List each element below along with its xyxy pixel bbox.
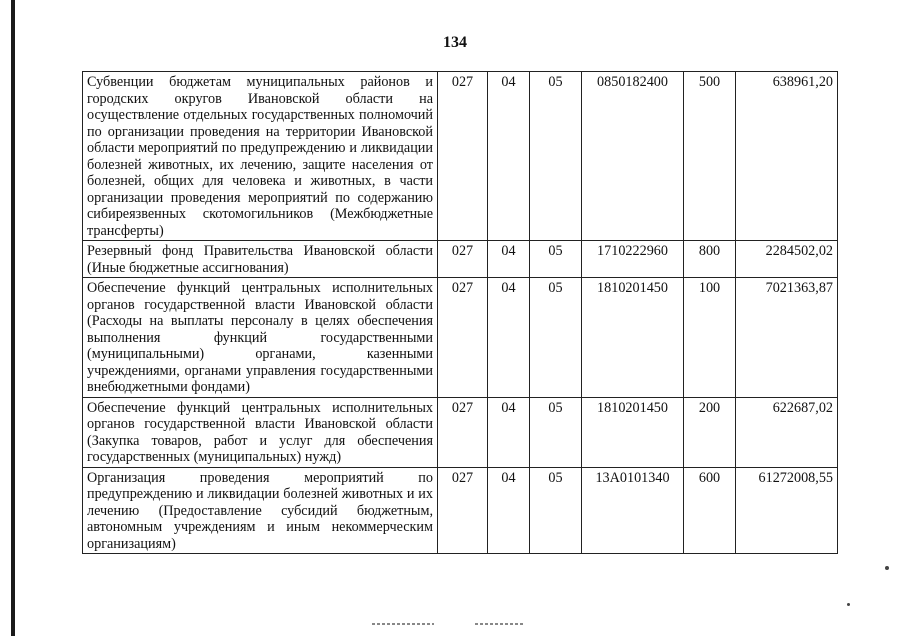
row-description: Обеспечение функций центральных исполнительных органов государственной власти Ивановской области (Расходы на выплаты персоналу в целях обеспечения выполнения функций государственными (муниципальными) органами, казенными учреждениями, органами управления государственными внебюджетными фондами) (83, 278, 438, 398)
table-row (83, 397, 838, 467)
page-number: 134 (443, 34, 467, 51)
scan-binding-edge (11, 0, 15, 636)
row-description: Субвенции бюджетам муниципальных районов и городских округов Ивановской области на осуществление отдельных государственных полномочий по организации проведения на территории Ивановской области мероприятий по предупреждению и ликвидации болезней животных, их лечению, защите населения от болезней, общих для человека и животных, в части организации проведения мероприятий по содержанию сибиреязвенных скотомогильников (Межбюджетные трансферты) (83, 72, 438, 241)
subsection-code: 05 (530, 467, 582, 554)
ministry-code: 027 (438, 397, 488, 467)
section-code: 04 (488, 72, 530, 241)
budget-table (82, 71, 838, 554)
section-code: 04 (488, 241, 530, 278)
target-article-code: 1810201450 (582, 278, 684, 398)
subsection-code: 05 (530, 397, 582, 467)
ministry-code: 027 (438, 467, 488, 554)
scan-speck (847, 603, 850, 606)
target-article-code: 13А0101340 (582, 467, 684, 554)
table-row (83, 72, 838, 241)
ministry-code: 027 (438, 72, 488, 241)
section-code: 04 (488, 278, 530, 398)
expense-type-code: 500 (684, 72, 736, 241)
amount: 2284502,02 (736, 241, 838, 278)
row-description: Обеспечение функций центральных исполнительных органов государственной власти Ивановской области (Закупка товаров, работ и услуг для обеспечения государственных (муниципальных) нужд) (83, 397, 438, 467)
amount: 61272008,55 (736, 467, 838, 554)
subsection-code: 05 (530, 241, 582, 278)
amount: 638961,20 (736, 72, 838, 241)
table-row (83, 278, 838, 398)
scan-footer-smudge (372, 623, 434, 625)
ministry-code: 027 (438, 278, 488, 398)
table-row (83, 467, 838, 554)
table-row (83, 241, 838, 278)
amount: 622687,02 (736, 397, 838, 467)
section-code: 04 (488, 397, 530, 467)
target-article-code: 1710222960 (582, 241, 684, 278)
target-article-code: 0850182400 (582, 72, 684, 241)
expense-type-code: 200 (684, 397, 736, 467)
ministry-code: 027 (438, 241, 488, 278)
scan-footer-smudge (475, 623, 523, 625)
target-article-code: 1810201450 (582, 397, 684, 467)
row-description: Организация проведения мероприятий по предупреждению и ликвидации болезней животных и их лечению (Предоставление субсидий бюджетным, автономным учреждениям и иным некоммерческим организациям) (83, 467, 438, 554)
row-description: Резервный фонд Правительства Ивановской области (Иные бюджетные ассигнования) (83, 241, 438, 278)
expense-type-code: 100 (684, 278, 736, 398)
section-code: 04 (488, 467, 530, 554)
expense-type-code: 600 (684, 467, 736, 554)
subsection-code: 05 (530, 278, 582, 398)
scan-speck (885, 566, 889, 570)
amount: 7021363,87 (736, 278, 838, 398)
expense-type-code: 800 (684, 241, 736, 278)
subsection-code: 05 (530, 72, 582, 241)
